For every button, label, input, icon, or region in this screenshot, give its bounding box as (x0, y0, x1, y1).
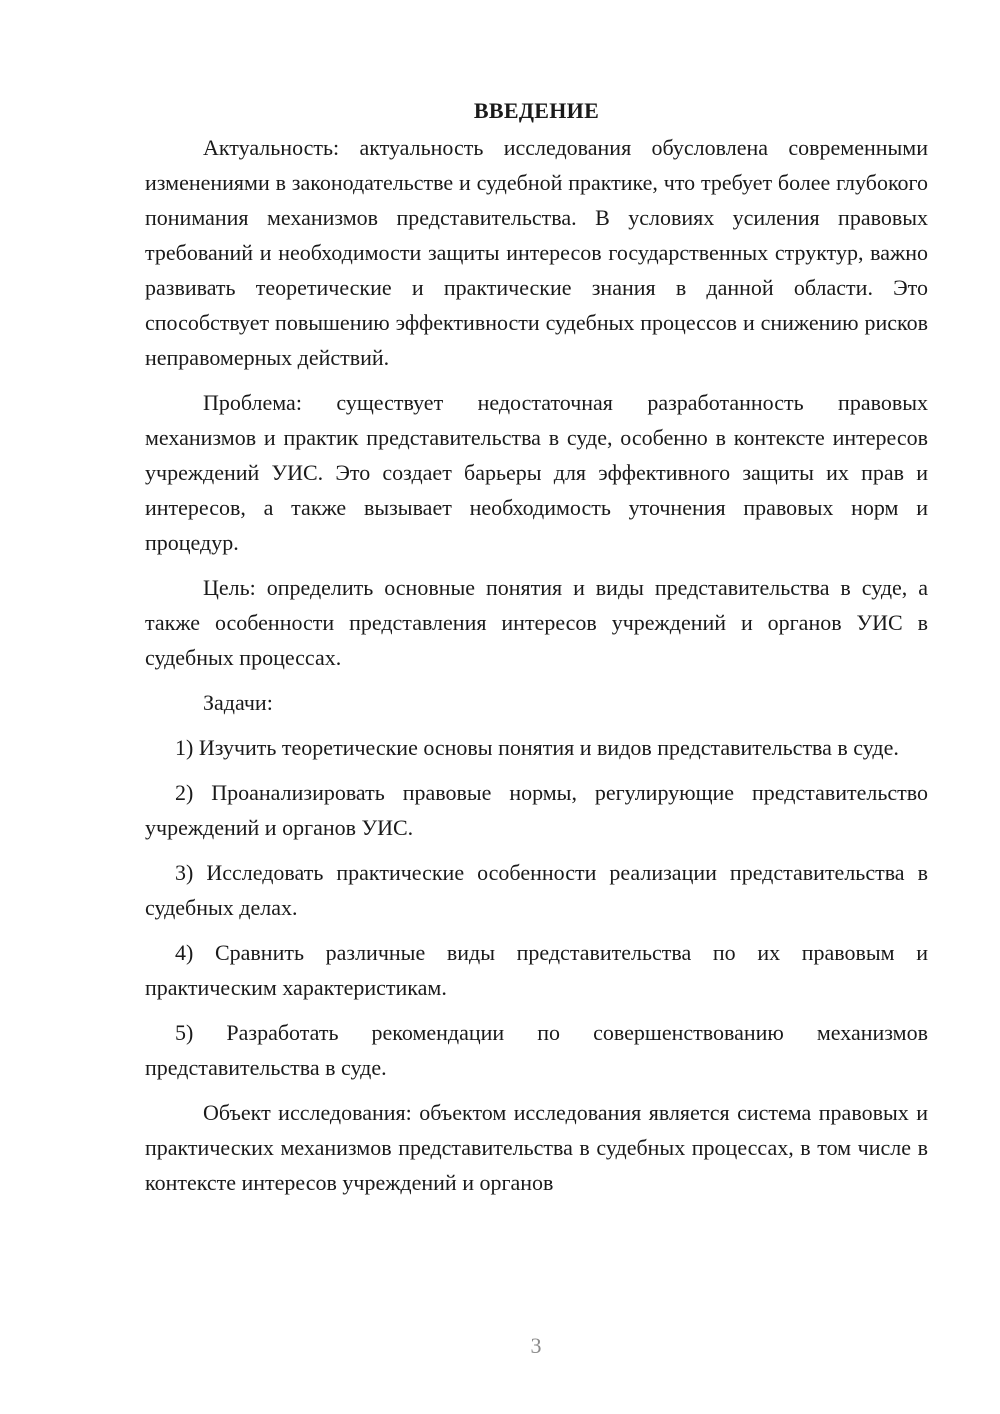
document-page (145, 96, 928, 1210)
task-item-5: 5) Разработать рекомендации по совершенствованию механизмов представительства в суде. (145, 1020, 928, 1080)
goal-paragraph: Цель: определить основные понятия и виды представительства в суде, а также особенности представления интересов учреждений и органов УИС в судебных процессах. (145, 575, 928, 670)
task-item-2: 2) Проанализировать правовые нормы, регулирующие представительство учреждений и органов УИС. (145, 780, 928, 840)
object-paragraph: Объект исследования: объектом исследования является система правовых и практических механизмов представительства в судебных процессах, в том числе в контексте интересов учреждений и органов (145, 1100, 928, 1195)
page-number: 3 (530, 1333, 542, 1358)
tasks-label: Задачи: (203, 690, 273, 715)
problem-paragraph: Проблема: существует недостаточная разработанность правовых механизмов и практик представительства в суде, особенно в контексте интересов учреждений УИС. Это создает барьеры для эффективного защиты их прав и интересов, а также вызывает необходимость уточнения правовых норм и процедур. (145, 390, 928, 555)
task-item-3: 3) Исследовать практические особенности реализации представительства в судебных делах. (145, 860, 928, 920)
relevance-paragraph: Актуальность: актуальность исследования обусловлена современными изменениями в законодательстве и судебной практике, что требует более глубокого понимания механизмов представительства. В условиях усиления правовых требований и необходимости защиты интересов государственных структур, важно развивать теоретические и практические знания в данной области. Это способствует повышению эффективности судебных процессов и снижению рисков неправомерных действий. (145, 135, 928, 370)
section-heading: ВВЕДЕНИЕ (473, 98, 600, 123)
task-item-4: 4) Сравнить различные виды представительства по их правовым и практическим характеристикам. (145, 940, 928, 1000)
task-item-1: 1) Изучить теоретические основы понятия и видов представительства в суде. (175, 735, 899, 760)
